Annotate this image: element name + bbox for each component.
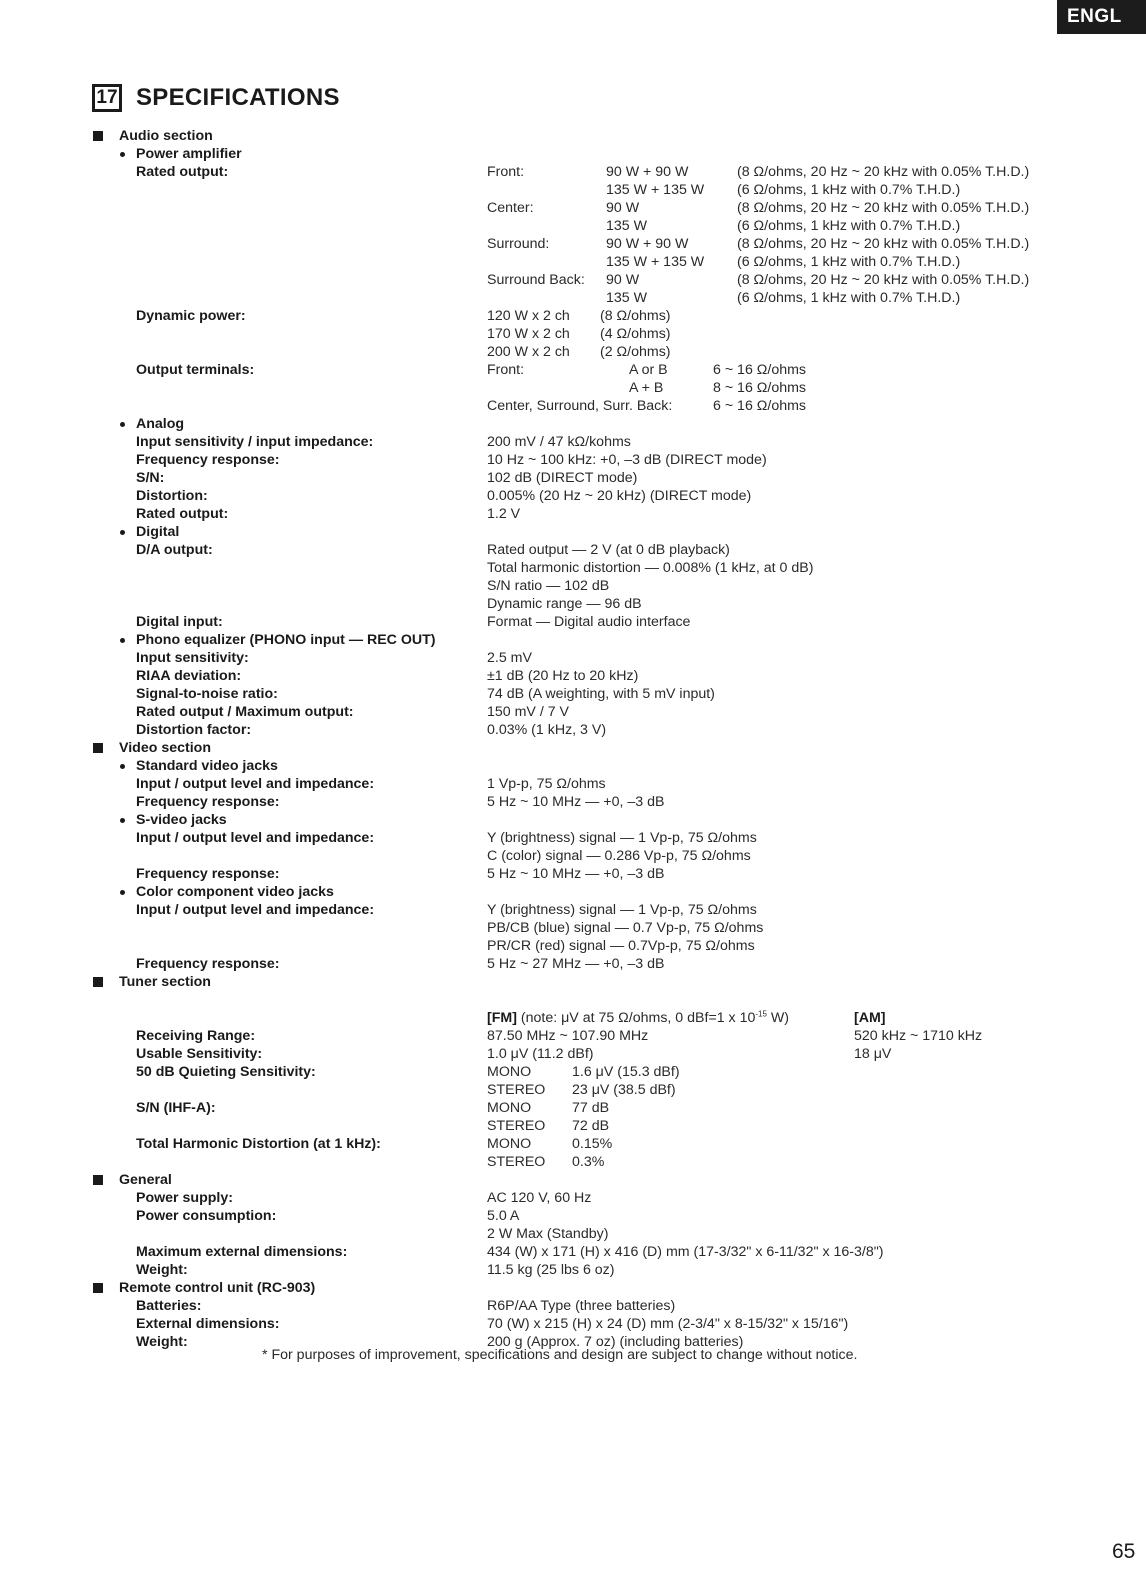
spec-value: 77 dB: [572, 1100, 610, 1116]
spec-label: Frequency response:: [136, 866, 280, 882]
spec-row: [0, 1027, 1146, 1045]
spec-value: (6 Ω/ohms, 1 kHz with 0.7% T.H.D.): [737, 218, 961, 234]
page-number: 65: [1112, 1540, 1136, 1563]
spec-label: D/A output:: [136, 542, 213, 558]
spec-row: [0, 667, 1146, 685]
spec-row: [0, 757, 1146, 775]
spec-value: 90 W + 90 W: [606, 164, 689, 180]
spec-row: [0, 631, 1146, 649]
spec-value: 1.0 μV (11.2 dBf): [487, 1046, 594, 1062]
spec-row: [0, 1225, 1146, 1243]
spec-value: MONO: [487, 1064, 532, 1080]
spec-row: [0, 793, 1146, 811]
band-label-am: [AM]: [854, 1010, 886, 1026]
spec-value: ±1 dB (20 Hz to 20 kHz): [487, 668, 639, 684]
spec-row: [0, 1315, 1146, 1333]
spec-value: A or B: [629, 362, 668, 378]
round-bullet-icon: [120, 890, 125, 895]
spec-value: 8 ~ 16 Ω/ohms: [713, 380, 807, 396]
square-bullet-icon: [93, 977, 103, 987]
spec-row: [0, 1081, 1146, 1099]
spec-value: 0.3%: [572, 1154, 605, 1170]
spec-value: 170 W x 2 ch: [487, 326, 570, 342]
fm-note-tail: W): [766, 1010, 789, 1026]
spec-value: Center:: [487, 200, 534, 216]
spec-value: 5 Hz ~ 10 MHz — +0, –3 dB: [487, 794, 665, 810]
spec-value: A + B: [629, 380, 664, 396]
spec-value: 10 Hz ~ 100 kHz: +0, –3 dB (DIRECT mode): [487, 452, 767, 468]
spec-label: Total Harmonic Distortion (at 1 kHz):: [136, 1136, 381, 1152]
spec-label: Power consumption:: [136, 1208, 277, 1224]
spec-value: C (color) signal — 0.286 Vp-p, 75 Ω/ohms: [487, 848, 751, 864]
spec-row: [0, 145, 1146, 163]
spec-value: 520 kHz ~ 1710 kHz: [854, 1028, 983, 1044]
spec-label: Frequency response:: [136, 452, 280, 468]
spec-value: STEREO: [487, 1154, 546, 1170]
spec-row: [0, 865, 1146, 883]
spec-value: 90 W + 90 W: [606, 236, 689, 252]
section-label: Remote control unit (RC-903): [119, 1280, 316, 1296]
spec-row: [0, 595, 1146, 613]
spec-label: Receiving Range:: [136, 1028, 256, 1044]
spec-row: [0, 289, 1146, 307]
spec-row: [0, 1171, 1146, 1189]
spec-row: [0, 469, 1146, 487]
spec-row: [0, 1009, 1146, 1027]
spec-value: 6 ~ 16 Ω/ohms: [713, 398, 807, 414]
spec-label: S/N (IHF-A):: [136, 1100, 216, 1116]
spec-value: Surround Back:: [487, 272, 585, 288]
spec-row: [0, 775, 1146, 793]
spec-value: 200 mV / 47 kΩ/kohms: [487, 434, 631, 450]
subsection-label: Digital: [136, 524, 180, 540]
spec-value: Front:: [487, 362, 525, 378]
spec-row: [0, 415, 1146, 433]
specifications-table: [0, 127, 1146, 1351]
page-title: SPECIFICATIONS: [136, 84, 340, 111]
spec-row: [0, 1045, 1146, 1063]
spec-label: Input / output level and impedance:: [136, 776, 375, 792]
spec-row: [0, 181, 1146, 199]
section-label: Audio section: [119, 128, 213, 144]
round-bullet-icon: [120, 764, 125, 769]
spec-value: 135 W + 135 W: [606, 182, 705, 198]
spec-row: [0, 1063, 1146, 1081]
section-label: Tuner section: [119, 974, 211, 990]
round-bullet-icon: [120, 818, 125, 823]
spec-label: Signal-to-noise ratio:: [136, 686, 278, 702]
spec-value: Center, Surround, Surr. Back:: [487, 398, 673, 414]
spec-label: Rated output:: [136, 164, 229, 180]
spec-value: PB/CB (blue) signal — 0.7 Vp-p, 75 Ω/ohms: [487, 920, 764, 936]
spec-value: 135 W: [606, 290, 648, 306]
spec-row: [0, 1117, 1146, 1135]
spec-label: Input sensitivity / input impedance:: [136, 434, 374, 450]
spec-label: Power supply:: [136, 1190, 233, 1206]
spec-value: (2 Ω/ohms): [600, 344, 671, 360]
fm-note: (note: μV at 75 Ω/ohms, 0 dBf=1 x 10: [520, 1010, 756, 1026]
spec-row: [0, 253, 1146, 271]
spec-value: 2 W Max (Standby): [487, 1226, 609, 1242]
spec-value: 1.6 μV (15.3 dBf): [572, 1064, 680, 1080]
section-label: General: [119, 1172, 172, 1188]
spec-row: [0, 235, 1146, 253]
spec-value: 70 (W) x 215 (H) x 24 (D) mm (2-3/4" x 8-15/32" x 15/16"): [487, 1316, 849, 1332]
subsection-label: Phono equalizer (PHONO input — REC OUT): [136, 632, 436, 648]
spec-row: [0, 559, 1146, 577]
section-label: Video section: [119, 740, 211, 756]
spec-value: 200 W x 2 ch: [487, 344, 570, 360]
spec-row: [0, 1207, 1146, 1225]
round-bullet-icon: [120, 152, 125, 157]
spec-label: Dynamic power:: [136, 308, 246, 324]
spec-value: MONO: [487, 1100, 532, 1116]
spec-label: Rated output:: [136, 506, 229, 522]
subsection-label: S-video jacks: [136, 812, 227, 828]
spec-row: [0, 523, 1146, 541]
spec-value: 200 g (Approx. 7 oz) (including batteries): [487, 1334, 744, 1350]
spec-value: 1.2 V: [487, 506, 521, 522]
spec-label: Digital input:: [136, 614, 223, 630]
spec-label: Frequency response:: [136, 956, 280, 972]
exponent: -15: [755, 1009, 767, 1019]
spec-value: Dynamic range — 96 dB: [487, 596, 642, 612]
spec-value: PR/CR (red) signal — 0.7Vp-p, 75 Ω/ohms: [487, 938, 755, 954]
spec-label: Distortion factor:: [136, 722, 252, 738]
round-bullet-icon: [120, 638, 125, 643]
spec-value: 5.0 A: [487, 1208, 520, 1224]
spec-value: 434 (W) x 171 (H) x 416 (D) mm (17-3/32" x 6-11/32" x 16-3/8"): [487, 1244, 884, 1260]
spec-row: [0, 127, 1146, 145]
spec-row: [0, 1189, 1146, 1207]
spec-value: 150 mV / 7 V: [487, 704, 570, 720]
spec-row: [0, 1297, 1146, 1315]
spec-value: (6 Ω/ohms, 1 kHz with 0.7% T.H.D.): [737, 182, 961, 198]
section-number-box: 17: [92, 84, 122, 112]
spec-label: Maximum external dimensions:: [136, 1244, 348, 1260]
spec-row: [0, 721, 1146, 739]
spec-value: (8 Ω/ohms, 20 Hz ~ 20 kHz with 0.05% T.H.D.): [737, 272, 1030, 288]
spec-row: [0, 505, 1146, 523]
square-bullet-icon: [93, 1175, 103, 1185]
spec-row: [0, 955, 1146, 973]
spec-value: 74 dB (A weighting, with 5 mV input): [487, 686, 715, 702]
spec-label: Weight:: [136, 1334, 188, 1350]
spec-value: 1 Vp-p, 75 Ω/ohms: [487, 776, 606, 792]
spec-value: 23 μV (38.5 dBf): [572, 1082, 676, 1098]
spec-label: Distortion:: [136, 488, 208, 504]
spec-value: 72 dB: [572, 1118, 610, 1134]
spec-value: Total harmonic distortion — 0.008% (1 kHz, at 0 dB): [487, 560, 814, 576]
spec-value: Y (brightness) signal — 1 Vp-p, 75 Ω/ohms: [487, 902, 757, 918]
spec-value: 6 ~ 16 Ω/ohms: [713, 362, 807, 378]
spec-value: 87.50 MHz ~ 107.90 MHz: [487, 1028, 649, 1044]
spec-value: Rated output — 2 V (at 0 dB playback): [487, 542, 730, 558]
spec-value: 11.5 kg (25 lbs 6 oz): [487, 1262, 615, 1278]
language-tab: ENGL: [1057, 0, 1146, 34]
spec-value: 90 W: [606, 272, 640, 288]
spec-row: [0, 271, 1146, 289]
spec-label: Usable Sensitivity:: [136, 1046, 263, 1062]
spec-value: 135 W: [606, 218, 648, 234]
spec-value: [487, 1009, 789, 1027]
spec-value: 135 W + 135 W: [606, 254, 705, 270]
spec-value: 102 dB (DIRECT mode): [487, 470, 638, 486]
spec-row: [0, 883, 1146, 901]
spec-row: [0, 739, 1146, 757]
spec-row: [0, 1099, 1146, 1117]
spec-value: (8 Ω/ohms, 20 Hz ~ 20 kHz with 0.05% T.H.D.): [737, 164, 1030, 180]
spec-value: 0.005% (20 Hz ~ 20 kHz) (DIRECT mode): [487, 488, 752, 504]
spec-value: STEREO: [487, 1118, 546, 1134]
subsection-label: Analog: [136, 416, 185, 432]
spec-row: [0, 487, 1146, 505]
spec-row: [0, 541, 1146, 559]
spec-label: RIAA deviation:: [136, 668, 242, 684]
spec-row: [0, 361, 1146, 379]
spec-label: Input / output level and impedance:: [136, 830, 375, 846]
spec-value: AC 120 V, 60 Hz: [487, 1190, 592, 1206]
footnote: * For purposes of improvement, specifications and design are subject to change without notice.: [262, 1347, 858, 1363]
spec-row: [0, 937, 1146, 955]
spec-row: [0, 1261, 1146, 1279]
spec-row: [0, 685, 1146, 703]
spec-label: Weight:: [136, 1262, 188, 1278]
round-bullet-icon: [120, 422, 125, 427]
spec-label: Input sensitivity:: [136, 650, 249, 666]
spec-value: MONO: [487, 1136, 532, 1152]
spec-row: [0, 1279, 1146, 1297]
spec-row: [0, 307, 1146, 325]
spec-label: Output terminals:: [136, 362, 255, 378]
spec-value: STEREO: [487, 1082, 546, 1098]
spec-value: 5 Hz ~ 10 MHz — +0, –3 dB: [487, 866, 665, 882]
spec-row: [0, 343, 1146, 361]
spec-value: 18 μV: [854, 1046, 892, 1062]
spec-value: S/N ratio — 102 dB: [487, 578, 610, 594]
spec-value: (4 Ω/ohms): [600, 326, 671, 342]
spec-row: [0, 811, 1146, 829]
spec-row: [0, 217, 1146, 235]
spec-value: R6P/AA Type (three batteries): [487, 1298, 676, 1314]
spec-row: [0, 1135, 1146, 1153]
spec-value: (6 Ω/ohms, 1 kHz with 0.7% T.H.D.): [737, 290, 961, 306]
spec-value: Front:: [487, 164, 525, 180]
spec-row: [0, 649, 1146, 667]
square-bullet-icon: [93, 743, 103, 753]
square-bullet-icon: [93, 1283, 103, 1293]
square-bullet-icon: [93, 131, 103, 141]
band-label-fm: [FM]: [487, 1010, 517, 1026]
spec-value: 0.15%: [572, 1136, 613, 1152]
spec-value: (6 Ω/ohms, 1 kHz with 0.7% T.H.D.): [737, 254, 961, 270]
spec-value: 2.5 mV: [487, 650, 532, 666]
spec-label: Batteries:: [136, 1298, 202, 1314]
spec-value: 90 W: [606, 200, 640, 216]
spec-row: [0, 379, 1146, 397]
spec-value: Y (brightness) signal — 1 Vp-p, 75 Ω/ohms: [487, 830, 757, 846]
spec-row: [0, 847, 1146, 865]
subsection-label: Power amplifier: [136, 146, 242, 162]
spec-row: [0, 1243, 1146, 1261]
spec-row: [0, 325, 1146, 343]
spec-row: [0, 397, 1146, 415]
subsection-label: Color component video jacks: [136, 884, 334, 900]
spec-row: [0, 1153, 1146, 1171]
spec-value: 0.03% (1 kHz, 3 V): [487, 722, 607, 738]
spec-row: [0, 973, 1146, 991]
spec-label: External dimensions:: [136, 1316, 280, 1332]
spec-value: (8 Ω/ohms): [600, 308, 671, 324]
spec-value: Format — Digital audio interface: [487, 614, 691, 630]
spec-row: [0, 901, 1146, 919]
spec-value: Surround:: [487, 236, 550, 252]
section-heading: [92, 82, 340, 114]
spec-row: [0, 163, 1146, 181]
round-bullet-icon: [120, 530, 125, 535]
spec-row: [0, 919, 1146, 937]
spec-label: S/N:: [136, 470, 165, 486]
spec-row: [0, 829, 1146, 847]
spec-row: [0, 577, 1146, 595]
spec-label: Rated output / Maximum output:: [136, 704, 354, 720]
subsection-label: Standard video jacks: [136, 758, 278, 774]
spec-value: (8 Ω/ohms, 20 Hz ~ 20 kHz with 0.05% T.H.D.): [737, 200, 1030, 216]
spec-label: 50 dB Quieting Sensitivity:: [136, 1064, 316, 1080]
spec-row: [0, 433, 1146, 451]
spec-row: [0, 703, 1146, 721]
spec-label: Input / output level and impedance:: [136, 902, 375, 918]
spec-row: [0, 613, 1146, 631]
spec-row: [0, 451, 1146, 469]
spec-value: (8 Ω/ohms, 20 Hz ~ 20 kHz with 0.05% T.H.D.): [737, 236, 1030, 252]
spec-value: 120 W x 2 ch: [487, 308, 570, 324]
spec-value: 5 Hz ~ 27 MHz — +0, –3 dB: [487, 956, 665, 972]
spec-label: Frequency response:: [136, 794, 280, 810]
spec-row: [0, 199, 1146, 217]
